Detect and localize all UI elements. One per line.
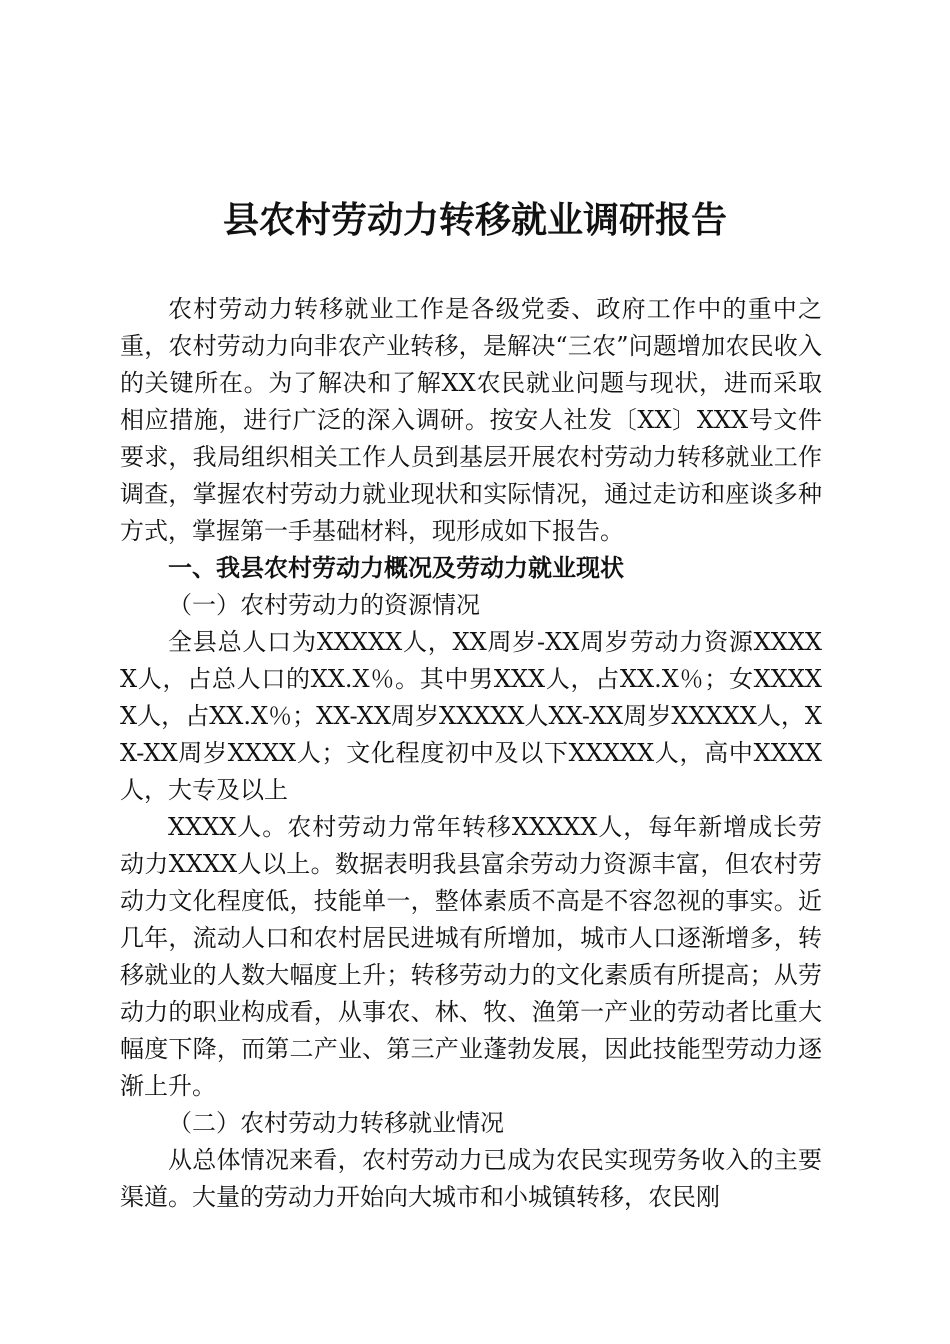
document-body [120, 291, 822, 1216]
section-heading-1: 一、我县农村劳动力概况及劳动力就业现状 [168, 554, 624, 582]
document-title: 县农村劳动力转移就业调研报告 [222, 199, 727, 241]
resources-continued-paragraph: XXXX人。农村劳动力常年转移XXXXX人，每年新增成长劳动力XXXX人以上。数据表明我县富余劳动力资源丰富，但农村劳动力文化程度低，技能单一，整体素质不高是不容忽视的事实。近几年，流动人口和农村居民进城有所增加，城市人口逐渐增多，转移就业的人数大幅度上升；转移劳动力的文化素质有所提高；从劳动力的职业构成看，从事农、林、牧、渔第一产业的劳动者比重大幅度下降，而第二产业、第三产业蓬勃发展，因此技能型劳动力逐渐上升。 [120, 813, 822, 1100]
subsection-heading-2: （二）农村劳动力转移就业情况 [168, 1109, 504, 1137]
subsection-heading-1: （一）农村劳动力的资源情况 [168, 591, 480, 619]
resources-paragraph: 全县总人口为XXXXX人，XX周岁-XX周岁劳动力资源XXXXX人，占总人口的XX.X％。其中男XXX人，占XX.X％；女XXXXX人，占XX.X％；XX-XX周岁XXXXX人XX-XX周岁XXXXX人，XX-XX周岁XXXX人；文化程度初中及以下XXXXX人，高中XXXX人，大专及以上 [120, 628, 822, 804]
transfer-paragraph: 从总体情况来看，农村劳动力已成为农民实现劳务收入的主要渠道。大量的劳动力开始向大城市和小城镇转移，农民刚 [120, 1146, 822, 1211]
intro-paragraph: 农村劳动力转移就业工作是各级党委、政府工作中的重中之重，农村劳动力向非农产业转移，是解决“三农”问题增加农民收入的关键所在。为了解决和了解XX农民就业问题与现状，进而采取相应措施，进行广泛的深入调研。按安人社发〔XX〕XXX号文件要求，我局组织相关工作人员到基层开展农村劳动力转移就业工作调查，掌握农村劳动力就业现状和实际情况，通过走访和座谈多种方式，掌握第一手基础材料，现形成如下报告。 [120, 295, 822, 545]
